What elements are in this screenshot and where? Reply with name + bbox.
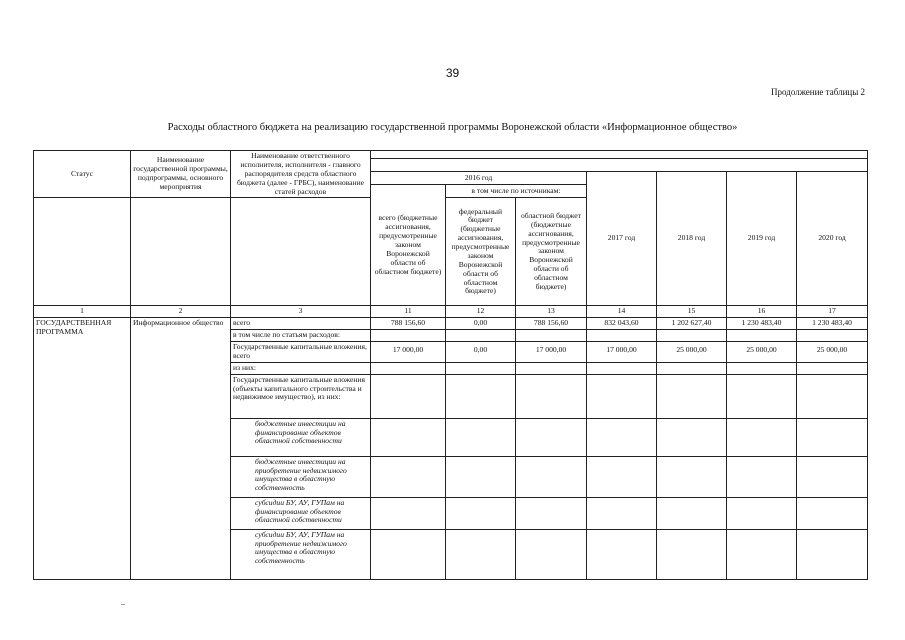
table-continuation-note: Продолжение таблицы 2 (771, 87, 865, 97)
header-regional-budget: областной бюджет (бюджетные ассигнования, предусмотренные законом Воронежской области об областном бюджете) (516, 198, 587, 306)
row-label: из них: (231, 362, 371, 374)
value-cell (727, 374, 797, 418)
col-num: 15 (657, 306, 727, 318)
value-cell (516, 330, 587, 342)
table-title: Расходы областного бюджета на реализацию государственной программы Воронежской области «Информационное общество» (167, 122, 738, 133)
header-year-2016: 2016 год (371, 172, 587, 185)
value-cell (797, 362, 868, 374)
header-blank-row (371, 159, 868, 172)
header-top-blank (371, 151, 868, 159)
header-federal-budget: федеральный бюджет (бюджетные ассигнования, предусмотренные законом Воронежской области об областном бюджете) (446, 198, 516, 306)
value-cell: 17 000,00 (371, 342, 446, 363)
header-spacer (34, 198, 131, 306)
value-cell (727, 330, 797, 342)
row-label: бюджетные инвестиции на приобретение недвижимого имущества в областную собственность (231, 456, 371, 497)
value-cell (371, 330, 446, 342)
value-cell (727, 362, 797, 374)
value-cell (446, 529, 516, 579)
value-cell (657, 374, 727, 418)
col-num: 13 (516, 306, 587, 318)
value-cell: 25 000,00 (797, 342, 868, 363)
value-cell (657, 497, 727, 529)
value-cell (727, 529, 797, 579)
page-number: 39 (445, 66, 460, 80)
row-label: субсидии БУ, АУ, ГУПам на финансирование объектов областной собственности (231, 497, 371, 529)
value-cell (516, 456, 587, 497)
header-spacer (231, 198, 371, 306)
value-cell (797, 418, 868, 456)
value-cell: 0,00 (446, 342, 516, 363)
header-year-2020: 2020 год (797, 172, 868, 306)
value-cell (371, 456, 446, 497)
table-row (34, 318, 868, 330)
value-cell: 17 000,00 (587, 342, 657, 363)
value-cell (657, 456, 727, 497)
value-cell (446, 456, 516, 497)
value-cell (516, 497, 587, 529)
row-label: всего (231, 318, 371, 330)
value-cell: 1 230 483,40 (797, 318, 868, 330)
value-cell (516, 374, 587, 418)
header-status: Статус (34, 151, 131, 198)
col-num: 1 (34, 306, 131, 318)
program-name-cell: Информационное общество (131, 318, 231, 579)
value-cell (446, 497, 516, 529)
value-cell: 1 230 483,40 (727, 318, 797, 330)
value-cell: 25 000,00 (727, 342, 797, 363)
row-label: Государственные капитальные вложения (объекты капитального строительства и недвижимое имущество), из них: (231, 374, 371, 418)
value-cell (797, 330, 868, 342)
value-cell (727, 456, 797, 497)
value-cell (587, 456, 657, 497)
value-cell (516, 362, 587, 374)
col-num: 12 (446, 306, 516, 318)
row-label: в том числе по статьям расходов: (231, 330, 371, 342)
value-cell (446, 418, 516, 456)
value-cell (516, 529, 587, 579)
row-label: бюджетные инвестиции на финансирование объектов областной собственности (231, 418, 371, 456)
value-cell (587, 497, 657, 529)
col-num: 3 (231, 306, 371, 318)
value-cell (727, 418, 797, 456)
value-cell: 832 043,60 (587, 318, 657, 330)
status-cell: ГОСУДАРСТВЕННАЯ ПРОГРАММА (34, 318, 131, 579)
header-program-name: Наименование государственной программы, подпрограммы, основного мероприятия (131, 151, 231, 198)
value-cell: 0,00 (446, 318, 516, 330)
value-cell (797, 374, 868, 418)
header-year-2019: 2019 год (727, 172, 797, 306)
value-cell (587, 330, 657, 342)
column-number-row (34, 306, 868, 318)
col-num: 2 (131, 306, 231, 318)
value-cell: 17 000,00 (516, 342, 587, 363)
value-cell (657, 362, 727, 374)
value-cell (371, 374, 446, 418)
value-cell (657, 330, 727, 342)
value-cell: 25 000,00 (657, 342, 727, 363)
value-cell: 788 156,60 (371, 318, 446, 330)
value-cell: 1 202 627,40 (657, 318, 727, 330)
value-cell (657, 418, 727, 456)
value-cell (587, 374, 657, 418)
value-cell (371, 362, 446, 374)
value-cell (371, 418, 446, 456)
header-year-2018: 2018 год (657, 172, 727, 306)
header-executor: Наименование ответственного исполнителя, исполнителя - главного распорядителя средств областного бюджета (далее - ГРБС), наименование статей расходов (231, 151, 371, 198)
value-cell (587, 418, 657, 456)
value-cell (516, 418, 587, 456)
budget-table (33, 150, 868, 580)
value-cell (446, 362, 516, 374)
header-incl-sources: в том числе по источникам: (446, 185, 587, 198)
value-cell (797, 456, 868, 497)
header-year-2017: 2017 год (587, 172, 657, 306)
value-cell (657, 529, 727, 579)
value-cell (446, 330, 516, 342)
col-num: 11 (371, 306, 446, 318)
row-label: субсидии БУ, АУ, ГУПам на приобретение недвижимого имущества в областную собственность (231, 529, 371, 579)
value-cell (587, 362, 657, 374)
col-num: 16 (727, 306, 797, 318)
value-cell (797, 497, 868, 529)
row-label: Государственные капитальные вложения, всего (231, 342, 371, 363)
value-cell (727, 497, 797, 529)
value-cell (587, 529, 657, 579)
header-spacer (131, 198, 231, 306)
scan-artifact (121, 604, 125, 605)
col-num: 14 (587, 306, 657, 318)
value-cell (446, 374, 516, 418)
value-cell (371, 497, 446, 529)
value-cell (371, 529, 446, 579)
col-num: 17 (797, 306, 868, 318)
header-total-2016: всего (бюджетные ассигнования, предусмотренные законом Воронежской области об областном бюджете) (371, 185, 446, 306)
value-cell (797, 529, 868, 579)
value-cell: 788 156,60 (516, 318, 587, 330)
